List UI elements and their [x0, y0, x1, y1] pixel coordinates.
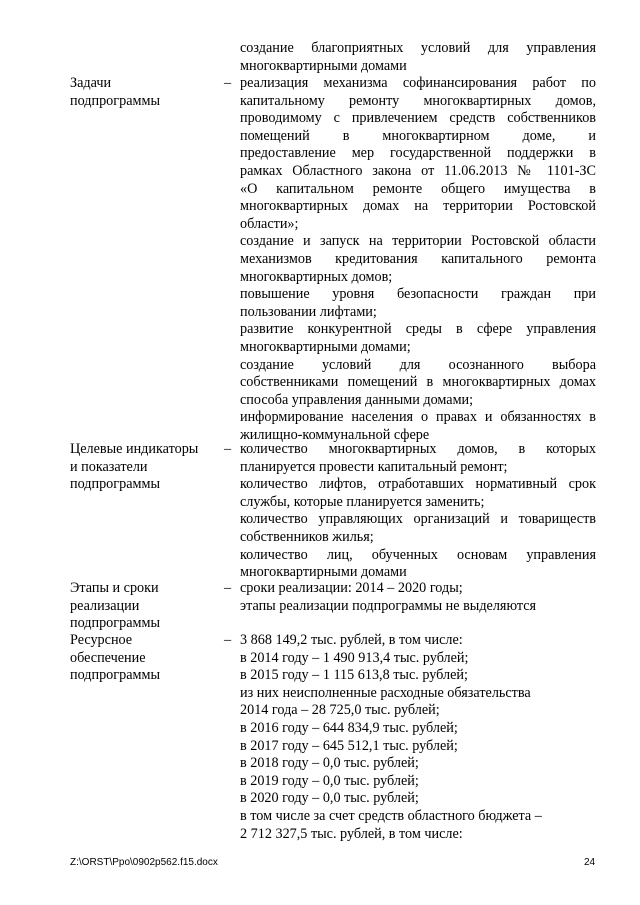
text-line: рамках Областного закона от 11.06.2013 № 1101-ЗС [240, 162, 596, 179]
text-line: развитие конкурентной среды в сфере управления [240, 321, 596, 338]
text-line: собственников жилья; [240, 528, 374, 545]
section-label [70, 580, 220, 633]
text-line: реализация механизма софинансирования работ по [240, 75, 596, 91]
section-content [240, 75, 596, 444]
text-line: в 2014 году – 1 490 913,4 тыс. рублей; [240, 649, 469, 666]
text-line: механизмов кредитования капитального ремонта [240, 250, 596, 267]
text-line: из них неисполненные расходные обязательства [240, 684, 531, 701]
text-line: помещений в многоквартирном доме, и [240, 127, 596, 144]
text-line: создание условий для осознанного выбора [240, 356, 596, 373]
label-line: Целевые индикаторы [70, 441, 199, 457]
text-line: в том числе за счет средств областного бюджета – [240, 807, 542, 824]
text-line: планируется провести капитальный ремонт; [240, 458, 508, 475]
text-line: предоставление мер государственной поддержки в [240, 145, 596, 162]
text-line: количество лиц, обученных основам управления [240, 546, 596, 563]
text-line: службы, которые планируется заменить; [240, 493, 485, 510]
paragraph [240, 580, 596, 598]
section-label [70, 632, 220, 685]
paragraph [240, 357, 596, 410]
text-line: собственниками помещений в многоквартирных домах [240, 374, 596, 391]
text-line: в 2015 году – 1 115 613,8 тыс. рублей; [240, 667, 468, 684]
text-line: создание и запуск на территории Ростовской области [240, 233, 596, 250]
text-line: капитальному ремонту многоквартирных домов, [240, 92, 596, 109]
section-label [70, 75, 220, 110]
text-line: проводимому с привлечением средств собственников [240, 110, 596, 127]
text-line: 3 868 149,2 тыс. рублей, в том числе: [240, 632, 463, 648]
paragraph [240, 476, 596, 511]
paragraph [240, 598, 596, 616]
text-line: многоквартирными домами [240, 564, 407, 581]
text-line: в 2018 году – 0,0 тыс. рублей; [240, 755, 419, 772]
text-line: в 2020 году – 0,0 тыс. рублей; [240, 790, 419, 807]
text-line: повышение уровня безопасности граждан при [240, 286, 596, 303]
text-line: количество управляющих организаций и товариществ [240, 511, 596, 528]
text-line: в 2019 году – 0,0 тыс. рублей; [240, 772, 419, 789]
section-label [70, 441, 220, 494]
paragraph [240, 286, 596, 321]
text-line: многоквартирных домах на территории Ростовской [240, 198, 596, 215]
section-content [240, 632, 596, 843]
text-line: количество многоквартирных домов, в которых [240, 441, 596, 457]
text-line: многоквартирными домами; [240, 338, 411, 355]
intro-text [240, 40, 596, 75]
paragraph [240, 511, 596, 546]
label-line: реализации [70, 597, 140, 614]
text-line: 2014 года – 28 725,0 тыс. рублей; [240, 702, 440, 719]
label-line: и показатели [70, 458, 148, 475]
text-line: пользовании лифтами; [240, 303, 377, 320]
text-line: создание благоприятных условий для управления [240, 40, 596, 56]
label-line: подпрограммы [70, 615, 160, 632]
dash-separator: – [224, 580, 232, 596]
label-line: подпрограммы [70, 476, 160, 493]
paragraph [240, 547, 596, 582]
paragraph [240, 441, 596, 476]
text-line: многоквартирными домами [240, 57, 407, 74]
text-line: информирование населения о правах и обязанностях в [240, 409, 596, 426]
footer-file-path: Z:\ORST\Ppo\0902p562.f15.docx [70, 857, 218, 868]
dash-separator: – [224, 441, 232, 457]
text-line: способа управления данными домами; [240, 391, 474, 408]
label-line: подпрограммы [70, 92, 160, 109]
text-line: сроки реализации: 2014 – 2020 годы; [240, 580, 463, 596]
paragraph [240, 409, 596, 444]
text-line: области»; [240, 215, 299, 232]
section-content [240, 580, 596, 615]
text-line: «О капитальном ремонте общего имущества в [240, 180, 596, 197]
paragraph [240, 75, 596, 233]
dash-separator: – [224, 75, 232, 91]
label-line: Ресурсное [70, 632, 133, 648]
text-line: многоквартирных домов; [240, 268, 393, 285]
dash-separator: – [224, 632, 232, 648]
label-line: Задачи [70, 75, 112, 91]
paragraph [240, 233, 596, 286]
text-line: количество лифтов, отработавших нормативный срок [240, 476, 596, 493]
text-line: в 2017 году – 645 512,1 тыс. рублей; [240, 737, 458, 754]
text-line: жилищно-коммунальной сфере [240, 426, 430, 443]
text-line: 2 712 327,5 тыс. рублей, в том числе: [240, 825, 463, 842]
label-line: подпрограммы [70, 667, 160, 684]
text-line: в 2016 году – 644 834,9 тыс. рублей; [240, 719, 458, 736]
label-line: Этапы и сроки [70, 580, 159, 596]
label-line: обеспечение [70, 649, 146, 666]
paragraph [240, 321, 596, 356]
intro-paragraph [240, 40, 596, 75]
text-line: этапы реализации подпрограммы не выделяются [240, 597, 537, 614]
footer-page-number: 24 [584, 857, 596, 868]
section-content [240, 441, 596, 582]
